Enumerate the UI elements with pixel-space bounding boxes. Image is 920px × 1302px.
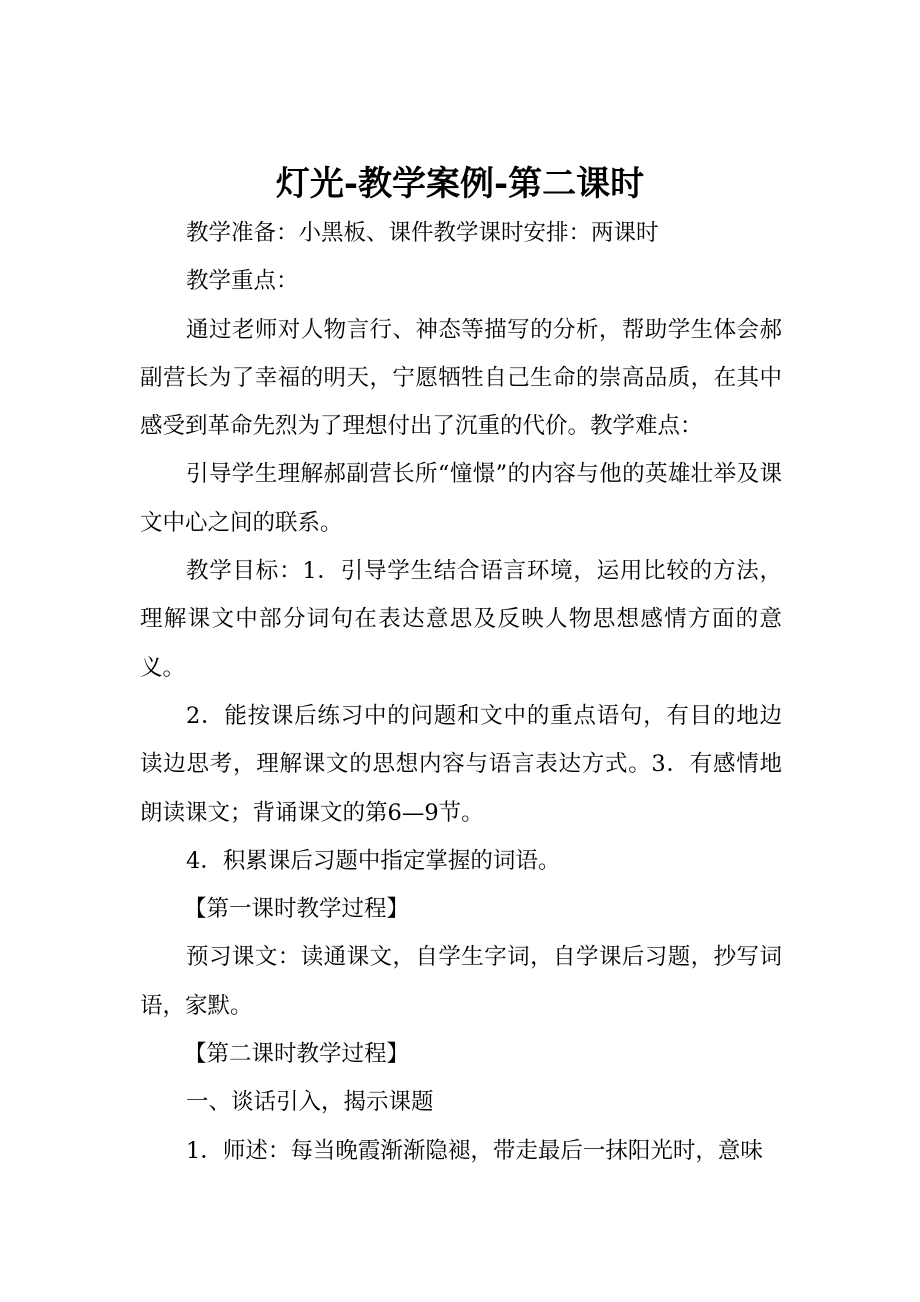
heading-second-lesson: 【第二课时教学过程】 xyxy=(184,1041,410,1068)
paragraph-preparation: 教学准备：小黑板、课件教学课时安排：两课时 xyxy=(186,220,659,246)
paragraph-objective-4: 4．积累课后习题中指定掌握的词语。 xyxy=(186,847,561,874)
heading-first-lesson: 【第一课时教学过程】 xyxy=(184,896,410,923)
paragraph-key-points: 通过老师对人物言行、神态等描写的分析，帮助学生体会郝副营长为了幸福的明天，宁愿牺牲自己生命的崇高品质，在其中感受到革命先烈为了理想付出了沉重的代价。教学难点： xyxy=(140,316,782,440)
document-body xyxy=(140,209,782,1175)
paragraph-teacher-narration: 1．师述：每当晚霞渐渐隐褪，带走最后一抹阳光时，意味 xyxy=(186,1137,763,1164)
paragraph-objective-2-3: 2．能按课后练习中的问题和文中的重点语句，有目的地边读边思考，理解课文的思想内容与语言表达方式。3．有感情地朗读课文；背诵课文的第6—9节。 xyxy=(140,702,782,826)
heading-section-one: 一、谈话引入，揭示课题 xyxy=(186,1089,434,1116)
paragraph-difficulty: 引导学生理解郝副营长所“憧憬”的内容与他的英雄壮举及课文中心之间的联系。 xyxy=(140,461,782,536)
paragraph-objective-1: 教学目标：1．引导学生结合语言环境，运用比较的方法，理解课文中部分词句在表达意思及反映人物思想感情方面的意义。 xyxy=(140,558,782,681)
paragraph-preview: 预习课文：读通课文，自学生字词，自学课后习题，抄写词语，家默。 xyxy=(140,944,782,1019)
paragraph-key-points-heading: 教学重点： xyxy=(186,268,299,295)
document-title: 灯光-教学案例-第二课时 xyxy=(275,164,645,204)
